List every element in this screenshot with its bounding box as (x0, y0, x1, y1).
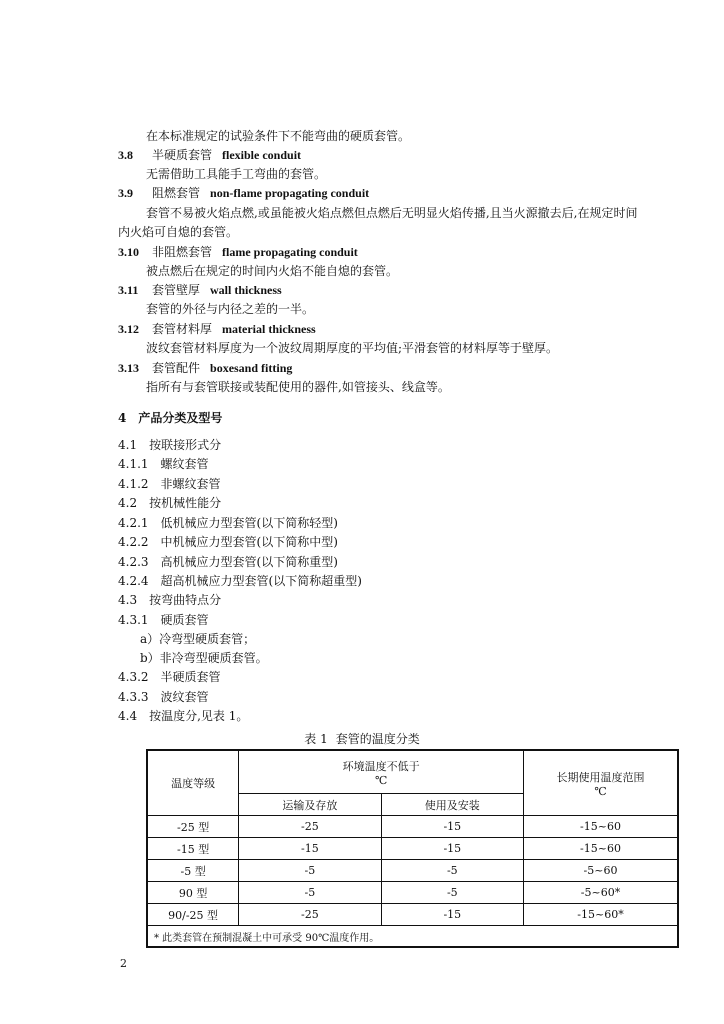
header-env-label: 环境温度不低于 (342, 759, 420, 773)
term-chinese: 非阻燃套管 (152, 245, 213, 259)
cell-transport: -5 (239, 860, 381, 882)
term-heading (118, 283, 282, 297)
cell-grade: -15 型 (147, 838, 239, 860)
clause-heading: 4.3 按弯曲特点分 (118, 593, 222, 607)
clause-number: 3.12 (118, 322, 139, 336)
term-chinese: 阻燃套管 (152, 186, 201, 200)
cell-use: -15 (381, 838, 523, 860)
table-row (147, 882, 678, 904)
table-caption-number: 表 1 (304, 732, 328, 746)
clause-heading: 4.2.3 高机械应力型套管(以下简称重型) (118, 555, 338, 569)
cell-use: -5 (381, 882, 523, 904)
term-heading (118, 361, 292, 375)
cell-range: -5~60 (524, 860, 679, 882)
paragraph: 内火焰可自熄的套管。 (118, 225, 239, 239)
term-english: flexible conduit (222, 148, 302, 162)
paragraph: 在本标准规定的试验条件下不能弯曲的硬质套管。 (146, 129, 411, 143)
clause-heading: 4.2 按机械性能分 (118, 496, 222, 510)
cell-use: -5 (381, 860, 523, 882)
cell-range: -15~60 (524, 838, 679, 860)
term-heading (118, 148, 301, 162)
term-heading (118, 186, 369, 200)
clause-heading: 4.1.2 非螺纹套管 (118, 477, 221, 491)
term-chinese: 套管壁厚 (152, 283, 201, 297)
paragraph: 套管不易被火焰点燃,或虽能被火焰点燃但点燃后无明显火焰传播,且当火源撤去后,在规定时间 (146, 206, 638, 220)
table-caption (0, 730, 724, 747)
paragraph: 指所有与套管联接或装配使用的器件,如管接头、线盒等。 (146, 380, 450, 394)
term-english: wall thickness (210, 283, 282, 297)
cell-use: -15 (381, 816, 523, 838)
clause-heading: 4.1.1 螺纹套管 (118, 457, 209, 471)
clause-number: 3.10 (118, 245, 139, 259)
term-chinese: 半硬质套管 (152, 148, 213, 162)
clause-number: 3.11 (118, 283, 139, 297)
paragraph: 套管的外径与内径之差的一半。 (146, 302, 315, 316)
clause-number: 3.8 (118, 148, 133, 162)
table-footnote: * 此类套管在预制混凝土中可承受 90℃温度作用。 (147, 926, 678, 948)
table-caption-title: 套管的温度分类 (335, 732, 420, 746)
cell-transport: -25 (239, 816, 381, 838)
term-heading (118, 245, 358, 259)
clause-number: 3.13 (118, 361, 139, 375)
cell-transport: -5 (239, 882, 381, 904)
clause-heading: 4.1 按联接形式分 (118, 438, 222, 452)
cell-transport: -25 (239, 904, 381, 926)
cell-grade: 90/-25 型 (147, 904, 239, 926)
clause-heading: 4.2.1 低机械应力型套管(以下简称轻型) (118, 516, 338, 530)
header-env (239, 750, 524, 794)
cell-grade: -5 型 (147, 860, 239, 882)
paragraph: 波纹套管材料厚度为一个波纹周期厚度的平均值;平滑套管的材料厚等于壁厚。 (146, 341, 559, 355)
table-row (147, 904, 678, 926)
clause-heading: 4.3.1 硬质套管 (118, 613, 209, 627)
cell-range: -5~60* (524, 882, 679, 904)
page-number: 2 (120, 957, 127, 970)
clause-heading: 4.3.2 半硬质套管 (118, 670, 221, 684)
table-row (147, 838, 678, 860)
term-chinese: 套管配件 (152, 361, 201, 375)
list-item: b）非冷弯型硬质套管。 (140, 651, 268, 665)
list-item: a）冷弯型硬质套管； (140, 632, 256, 646)
table-row (147, 816, 678, 838)
clause-number: 3.9 (118, 186, 133, 200)
term-english: material thickness (222, 322, 316, 336)
cell-range: -15~60* (524, 904, 679, 926)
header-long-unit: ℃ (594, 784, 607, 798)
paragraph: 无需借助工具能手工弯曲的套管。 (146, 167, 327, 181)
header-long-label: 长期使用温度范围 (556, 770, 645, 784)
header-transport: 运输及存放 (239, 794, 381, 816)
table-row (147, 860, 678, 882)
term-chinese: 套管材料厚 (152, 322, 213, 336)
paragraph: 被点燃后在规定的时间内火焰不能自熄的套管。 (146, 264, 399, 278)
term-heading (118, 322, 316, 336)
cell-transport: -15 (239, 838, 381, 860)
term-english: non-flame propagating conduit (210, 186, 370, 200)
cell-range: -15~60 (524, 816, 679, 838)
clause-heading: 4.3.3 波纹套管 (118, 690, 209, 704)
clause-heading: 4.4 按温度分,见表 1。 (118, 709, 249, 723)
term-english: flame propagating conduit (222, 245, 358, 259)
header-env-unit: ℃ (374, 773, 388, 787)
temperature-class-table (146, 749, 679, 948)
header-long-term (524, 750, 679, 816)
clause-heading: 4.2.2 中机械应力型套管(以下简称中型) (118, 535, 338, 549)
header-grade: 温度等级 (147, 750, 239, 816)
cell-grade: -25 型 (147, 816, 239, 838)
section-heading: 4 产品分类及型号 (118, 411, 223, 425)
header-use: 使用及安装 (381, 794, 523, 816)
clause-heading: 4.2.4 超高机械应力型套管(以下简称超重型) (118, 574, 362, 588)
cell-grade: 90 型 (147, 882, 239, 904)
cell-use: -15 (381, 904, 523, 926)
term-english: boxesand fitting (210, 361, 293, 375)
